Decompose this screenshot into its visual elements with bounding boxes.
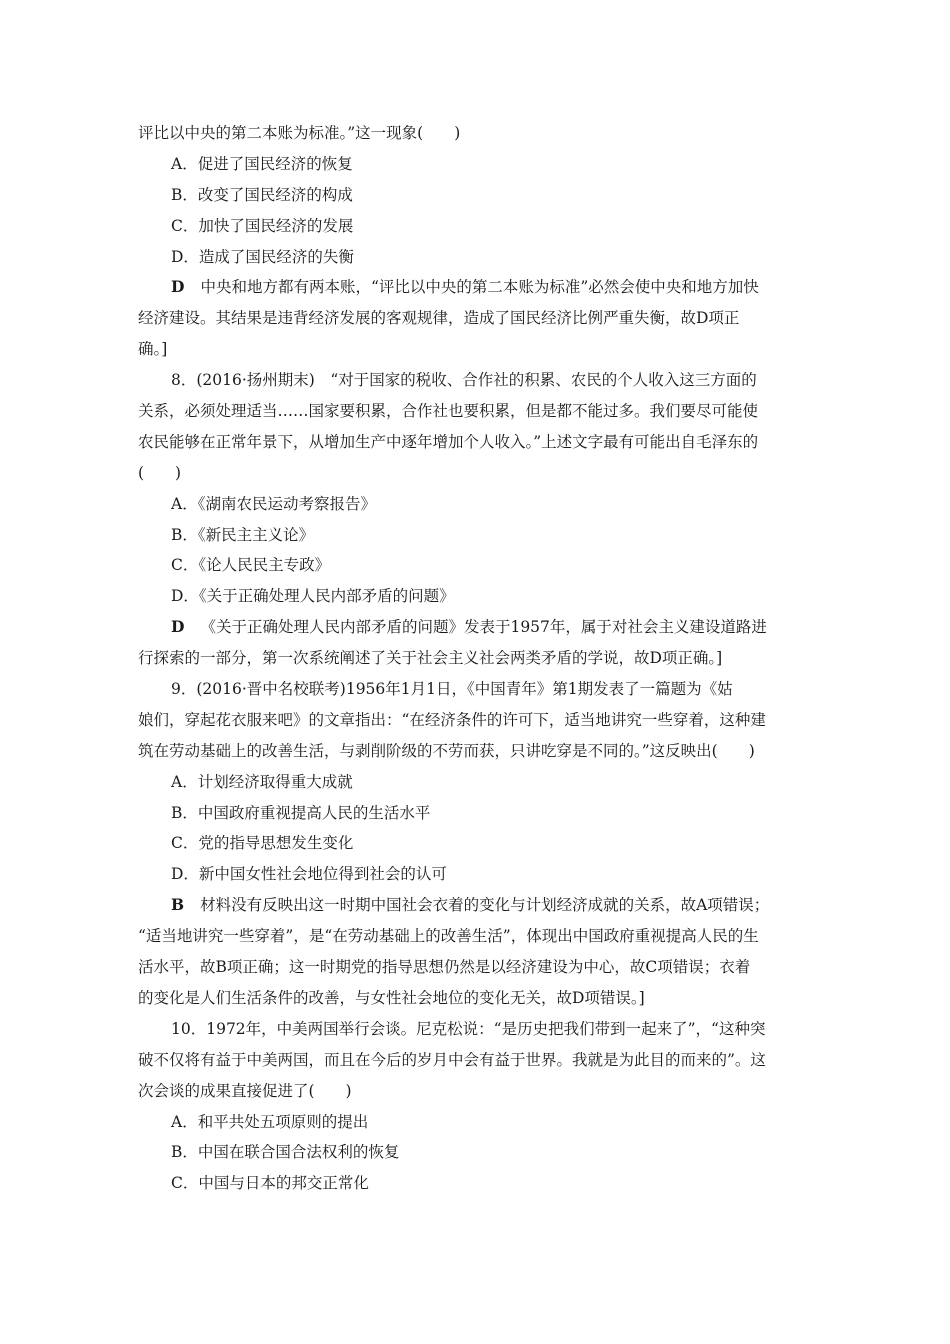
question-10 [138, 1014, 818, 1199]
question-8 [138, 365, 818, 674]
question-8-option-a: A．《湖南农民运动考察报告》 [171, 494, 376, 513]
question-8-option-c: C．《论人民民主专政》 [171, 556, 331, 575]
question-7 [138, 118, 818, 365]
question-10-option-b: B．中国在联合国合法权利的恢复 [171, 1143, 400, 1162]
question-10-stem-line-1: 10．1972年，中美两国举行会谈。尼克松说：“是历史把我们带到一起来了”，“这种突 [171, 1019, 766, 1038]
question-9-stem-line-2: 娘们，穿起花衣服来吧》的文章指出：“在经济条件的许可下，适当地讲究一些穿着，这种建 [138, 710, 766, 729]
question-7-option-a: A．促进了国民经济的恢复 [171, 154, 353, 173]
question-9-stem-line-1: 9．(2016·晋中名校联考)1956年1月1日，《中国青年》第1期发表了一篇题为《姑 [171, 680, 733, 699]
question-8-option-d: D．《关于正确处理人民内部矛盾的问题》 [171, 587, 455, 606]
document-page [138, 118, 818, 1199]
question-7-option-d: D．造成了国民经济的失衡 [171, 247, 354, 266]
question-7-stem: 评比以中央的第二本账为标准。”这一现象( ) [138, 124, 461, 142]
question-9-option-b: B．中国政府重视提高人民的生活水平 [171, 803, 431, 822]
question-8-stem-line-4: ( ) [138, 463, 182, 482]
question-8-answer-line-1 [138, 612, 818, 643]
question-9-option-c: C．党的指导思想发生变化 [171, 834, 354, 853]
question-10-option-c: C．中国与日本的邦交正常化 [171, 1174, 369, 1193]
question-9-option-d: D．新中国女性社会地位得到社会的认可 [171, 865, 447, 884]
question-10-stem-line-2: 破不仅将有益于中美两国，而且在今后的岁月中会有益于世界。我就是为此目的而来的”。这 [138, 1050, 766, 1069]
question-8-answer-letter: D [171, 617, 185, 637]
question-7-answer-line-3: 确。] [138, 340, 168, 359]
question-9-answer-line-4: 的变化是人们生活条件的改善，与女性社会地位的变化无关，故D项错误。] [138, 988, 645, 1007]
question-7-answer-line-2: 经济建设。其结果是违背经济发展的客观规律，造成了国民经济比例严重失衡，故D项正 [138, 309, 740, 328]
question-7-answer-letter: D [171, 277, 185, 297]
question-9 [138, 674, 818, 1014]
question-7-answer-text: 中央和地方都有两本账，“评比以中央的第二本账为标准”必然会使中央和地方加快 [200, 278, 759, 297]
question-10-stem-line-3: 次会谈的成果直接促进了( ) [138, 1081, 352, 1100]
question-9-answer-text: 材料没有反映出这一时期中国社会衣着的变化与计划经济成就的关系，故A项错误； [200, 896, 770, 915]
question-7-option-b: B．改变了国民经济的构成 [171, 185, 353, 204]
question-8-answer-line-2: 行探索的一部分，第一次系统阐述了关于社会主义社会两类矛盾的学说，故D项正确。] [138, 649, 723, 668]
question-9-answer-line-3: 活水平，故B项正确；这一时期党的指导思想仍然是以经济建设为中心，故C项错误；衣着 [138, 958, 751, 977]
question-7-option-c: C．加快了国民经济的发展 [171, 216, 354, 235]
question-9-answer-line-2: “适当地讲究一些穿着”，是“在劳动基础上的改善生活”，体现出中国政府重视提高人民的生 [138, 927, 759, 946]
question-8-option-b: B．《新民主主义论》 [171, 525, 315, 544]
question-8-stem-line-2: 关系，必须处理适当……国家要积累，合作社也要积累，但是都不能过多。我们要尽可能使 [138, 402, 759, 421]
question-7-answer-line-1 [138, 272, 818, 303]
question-9-stem-line-3: 筑在劳动基础上的改善生活，与剥削阶级的不劳而获，只讲吃穿是不同的。”这反映出( ) [138, 741, 755, 760]
question-9-option-a: A．计划经济取得重大成就 [171, 772, 353, 791]
question-10-option-a: A．和平共处五项原则的提出 [171, 1112, 369, 1131]
question-8-stem-line-1: 8．(2016·扬州期末) “对于国家的税收、合作社的积累、农民的个人收入这三方面的 [171, 371, 757, 390]
question-9-answer-letter: B [171, 895, 185, 915]
question-9-answer-line-1 [138, 890, 818, 921]
question-8-stem-line-3: 农民能够在正常年景下，从增加生产中逐年增加个人收入。”上述文字最有可能出自毛泽东的 [138, 432, 759, 451]
question-8-answer-text: 《关于正确处理人民内部矛盾的问题》发表于1957年，属于对社会主义建设道路进 [200, 618, 767, 637]
